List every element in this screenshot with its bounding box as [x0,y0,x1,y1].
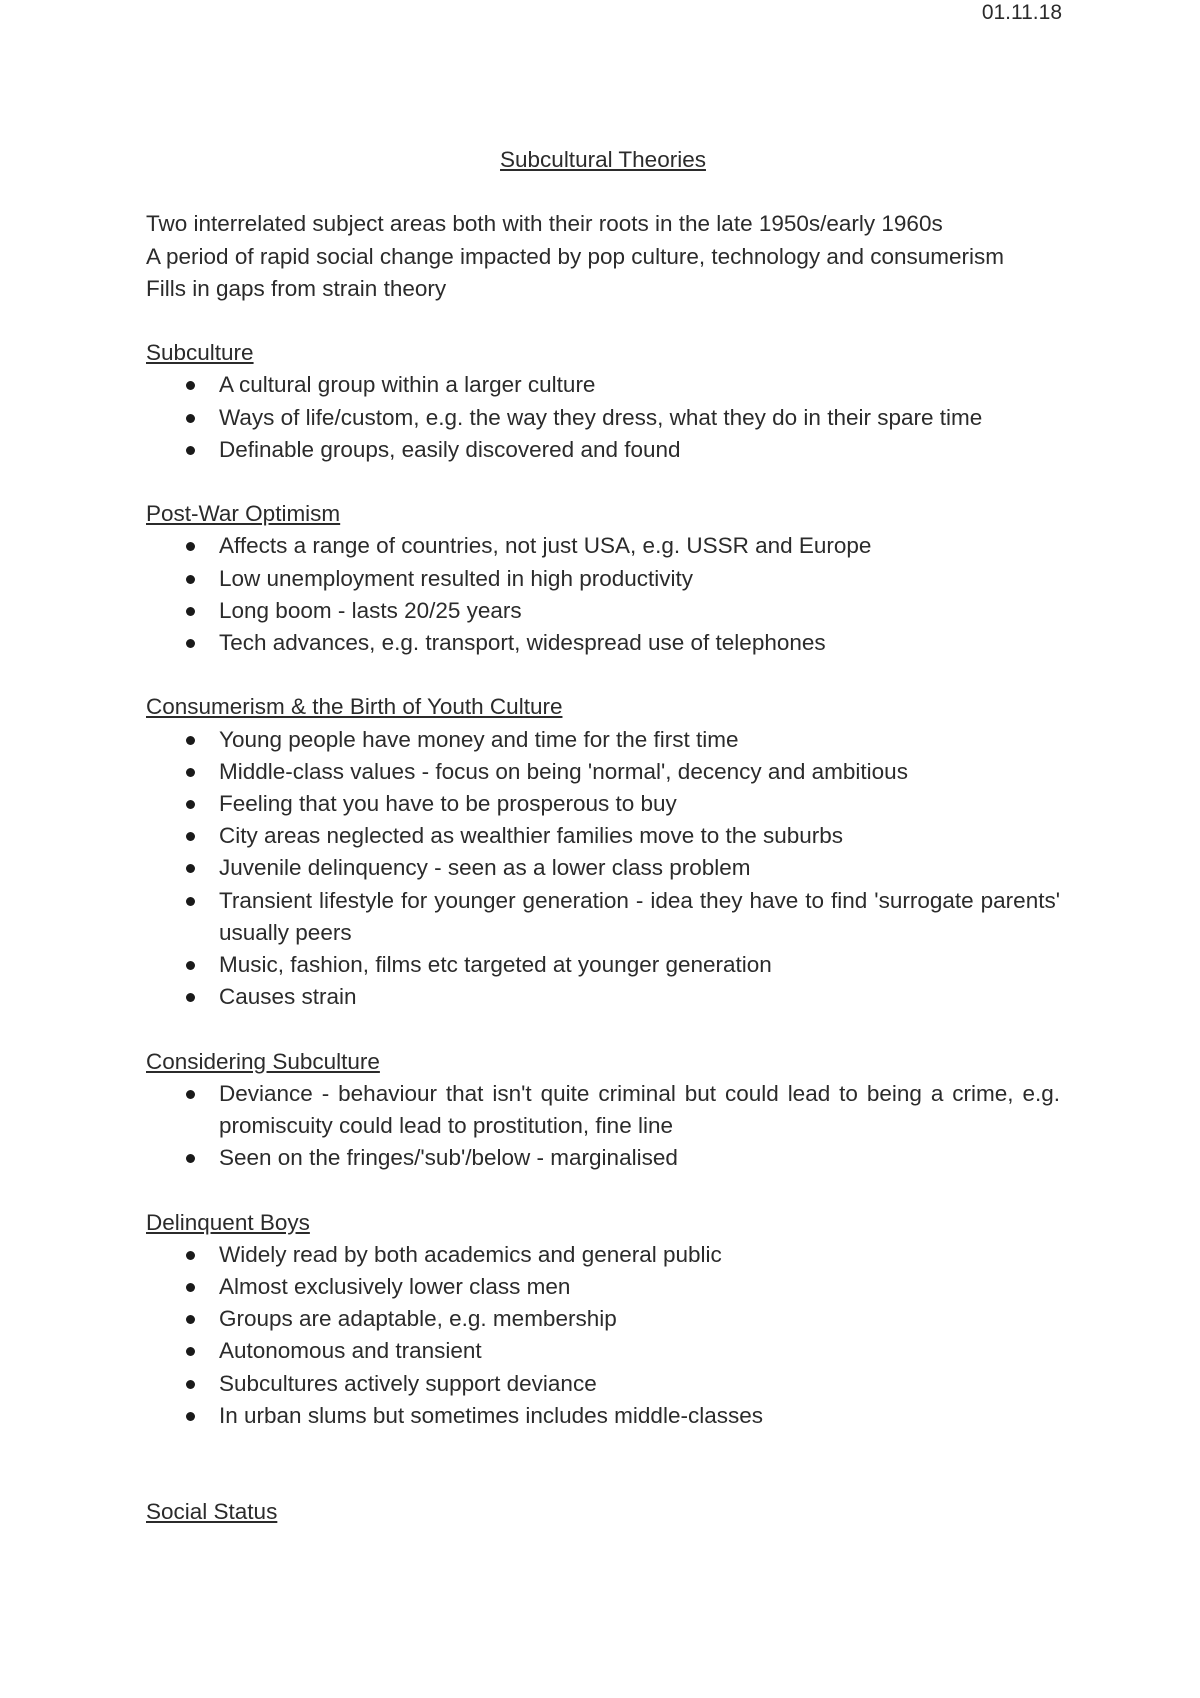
section [146,1207,1060,1432]
list-item [146,563,1060,595]
section [146,1046,1060,1175]
list-item [146,1335,1060,1367]
list-item-text: Feeling that you have to be prosperous to buy [219,791,677,816]
list-item [146,981,1060,1013]
list-item-text: Low unemployment resulted in high productivity [219,565,694,591]
bullet-list [146,530,1060,659]
list-item [146,1271,1060,1303]
bullet-icon [186,1154,195,1163]
bullet-icon [186,1412,195,1421]
section-heading: Social Status [146,1499,278,1525]
list-item [146,369,1060,401]
bullet-icon [186,1347,195,1356]
list-item-text: Autonomous and transient [219,1338,482,1364]
list-item [146,1239,1060,1271]
list-item [146,434,1060,466]
bullet-icon [186,897,195,906]
section-heading: Delinquent Boys [146,1209,310,1235]
bullet-icon [186,768,195,777]
bullet-list [146,369,1060,466]
intro-block [146,208,1060,305]
bullet-icon [186,1090,195,1099]
list-item-text: Widely read by both academics and general public [219,1241,722,1267]
sections-container [146,337,1060,1528]
list-item [146,1303,1060,1335]
bullet-icon [186,1251,195,1260]
list-item [146,885,1060,949]
list-item-text: Music, fashion, films etc targeted at younger generation [219,952,772,978]
list-item [146,852,1060,884]
section-heading: Subculture [146,340,254,366]
intro-line: A period of rapid social change impacted by pop culture, technology and consumerism [146,243,1004,269]
list-item-text: Deviance - behaviour that isn't quite criminal but could lead to being a crime, e.g. promiscuity could lead to prostitution, fine line [219,1080,1060,1139]
bullet-icon [186,1283,195,1292]
intro-line: Two interrelated subject areas both with their roots in the late 1950s/early 1960s [146,211,943,237]
list-item [146,627,1060,659]
list-item [146,1400,1060,1432]
section [146,337,1060,466]
document-page [146,144,1060,1529]
bullet-icon [186,1315,195,1324]
list-item [146,1142,1060,1174]
bullet-icon [186,639,195,648]
bullet-icon [186,542,195,551]
document-date: 01.11.18 [981,1,1062,24]
bullet-icon [186,736,195,745]
list-item-text: Subcultures actively support deviance [219,1370,597,1396]
bullet-icon [186,961,195,970]
section-heading: Post-War Optimism [146,501,341,527]
list-item [146,949,1060,981]
list-item-text: A cultural group within a larger culture [219,372,596,398]
list-item-text: Groups are adaptable, e.g. membership [219,1306,617,1332]
bullet-icon [186,414,195,423]
list-item [146,530,1060,562]
bullet-icon [186,446,195,455]
intro-line: Fills in gaps from strain theory [146,275,447,301]
bullet-list [146,1239,1060,1432]
section [146,691,1060,1013]
list-item-text: Long boom - lasts 20/25 years [219,597,522,623]
bullet-icon [186,832,195,841]
section-heading: Considering Subculture [146,1048,380,1074]
bullet-icon [186,381,195,390]
list-item-text: Juvenile delinquency - seen as a lower class problem [219,855,751,881]
list-item [146,724,1060,756]
document-title: Subcultural Theories [500,147,706,172]
list-item-text: Transient lifestyle for younger generation - idea they have to find 'surrogate parents' usually peers [219,887,1060,945]
list-item-text: Almost exclusively lower class men [219,1274,571,1300]
bullet-icon [186,1380,195,1389]
list-item [146,756,1060,788]
list-item-text: Seen on the fringes/'sub'/below - marginalised [219,1145,678,1171]
list-item [146,1368,1060,1400]
list-item-text: Ways of life/custom, e.g. the way they dress, what they do in their spare time [219,404,983,430]
list-item [146,1078,1060,1142]
bullet-icon [186,800,195,809]
list-item-text: In urban slums but sometimes includes middle-classes [219,1402,763,1428]
section [146,1496,1060,1528]
list-item [146,788,1060,820]
bullet-icon [186,993,195,1002]
list-item [146,402,1060,434]
list-item-text: Middle-class values - focus on being 'normal', decency and ambitious [219,758,908,784]
section-heading: Consumerism & the Birth of Youth Culture [146,694,563,720]
bullet-icon [186,575,195,584]
bullet-icon [186,607,195,616]
list-item-text: Young people have money and time for the first time [219,726,739,752]
bullet-list [146,1078,1060,1175]
list-item-text: Definable groups, easily discovered and found [219,436,681,462]
bullet-list [146,724,1060,1014]
bullet-icon [186,864,195,873]
list-item-text: Tech advances, e.g. transport, widespread use of telephones [219,630,826,655]
section [146,498,1060,659]
list-item-text: Affects a range of countries, not just USA, e.g. USSR and Europe [219,533,872,559]
list-item-text: City areas neglected as wealthier families move to the suburbs [219,823,844,849]
list-item [146,820,1060,852]
list-item [146,595,1060,627]
list-item-text: Causes strain [219,984,357,1010]
